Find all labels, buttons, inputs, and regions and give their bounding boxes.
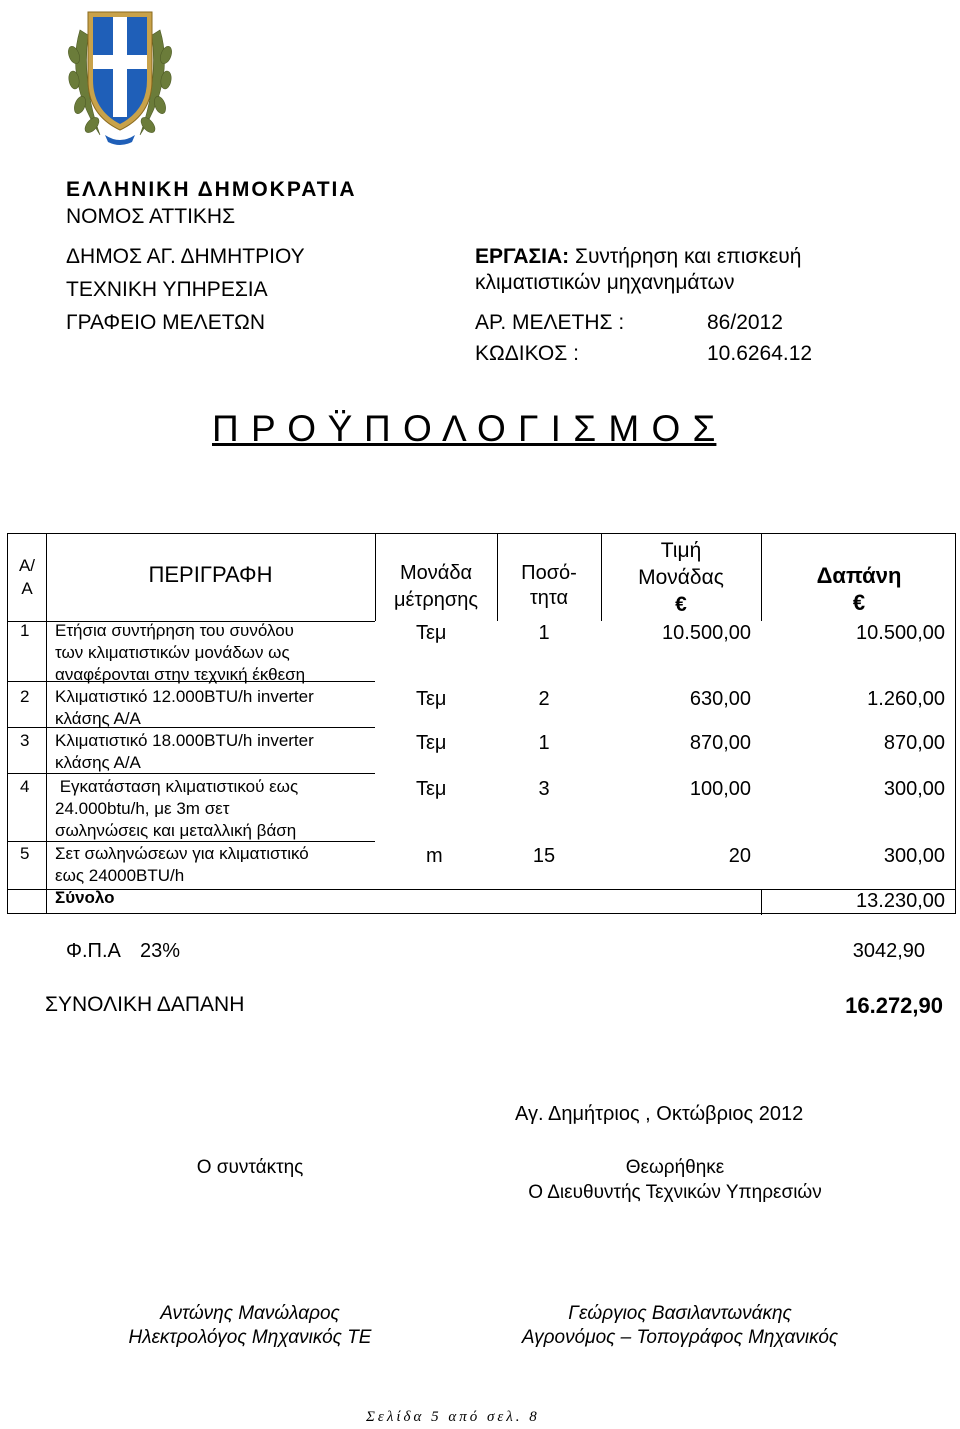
table-divider [46, 534, 47, 913]
col-header-aa: Α/ Α [18, 556, 36, 598]
work-line2: κλιματιστικών μηχανημάτων [475, 271, 735, 294]
author-title: Ηλεκτρολόγος Μηχανικός ΤΕ [128, 1327, 372, 1348]
row-number: 3 [20, 731, 30, 750]
studies-office-heading: ΓΡΑΦΕΙΟ ΜΕΛΕΤΩΝ [66, 311, 266, 334]
grand-total-label: ΣΥΝΟΛΙΚΗ ΔΑΠΑΝΗ [45, 993, 245, 1016]
col-header-description: ΠΕΡΙΓΡΑΦΗ [148, 562, 273, 587]
row-description: Εγκατάσταση κλιματιστικού εως 24.000btu/h, με 3m σετ σωληνώσεις και μεταλλική βάση [55, 777, 299, 840]
author-name: Αντώνης Μανώλαρος [160, 1303, 340, 1324]
row-number: 4 [20, 777, 30, 796]
row-unit: Τεμ [416, 778, 447, 800]
col-header-quantity: Ποσό- τητα [521, 562, 577, 609]
col-header-unit-price: Τιμή Μονάδας € [638, 539, 724, 616]
row-unit-price: 20 [728, 845, 751, 867]
director-role: Ο Διευθυντής Τεχνικών Υπηρεσιών [528, 1182, 822, 1203]
page-number: Σελίδα 5 από σελ. 8 [366, 1409, 540, 1425]
republic-heading: ΕΛΛΗΝΙΚΗ ΔΗΜΟΚΡΑΤΙΑ [66, 178, 357, 201]
technical-service-heading: ΤΕΧΝΙΚΗ ΥΠΗΡΕΣΙΑ [66, 278, 268, 301]
row-total: 300,00 [883, 778, 945, 800]
row-unit: Τεμ [416, 732, 447, 754]
row-total: 870,00 [883, 732, 945, 754]
director-name: Γεώργιος Βασιλαντωνάκης [568, 1303, 792, 1324]
hellenic-coat-of-arms-emblem [60, 0, 180, 150]
code-label: ΚΩΔΙΚΟΣ : [475, 342, 579, 365]
row-number: 2 [20, 687, 30, 706]
prefecture-heading: ΝΟΜΟΣ ΑΤΤΙΚΗΣ [66, 205, 236, 228]
study-number-label: ΑΡ. ΜΕΛΕΤΗΣ : [475, 311, 625, 334]
row-total: 10.500,00 [856, 622, 945, 644]
sum-label: Σύνολο [55, 888, 115, 907]
grand-total-value: 16.272,90 [845, 993, 943, 1018]
table-divider [761, 889, 762, 915]
row-unit-price: 10.500,00 [662, 622, 751, 644]
approved-label: Θεωρήθηκε [625, 1157, 725, 1178]
row-unit: Τεμ [416, 688, 447, 710]
vat-rate: 23% [140, 940, 181, 962]
vat-label: Φ.Π.Α [66, 940, 121, 962]
study-number-value: 86/2012 [707, 311, 783, 334]
col-header-unit: Μονάδα μέτρησης [394, 562, 478, 611]
row-quantity: 15 [532, 845, 556, 867]
row-description: Σετ σωληνώσεων για κλιματιστικό εως 24000BTU/h [55, 844, 309, 885]
vat-value: 3042,90 [852, 940, 925, 962]
row-unit-price: 100,00 [689, 778, 751, 800]
row-description: Κλιματιστικό 18.000BTU/h inverter κλάσης Α/Α [55, 731, 314, 772]
row-number: 5 [20, 844, 30, 863]
work-label: ΕΡΓΑΣΙΑ: [475, 245, 570, 268]
sum-value: 13.230,00 [856, 890, 945, 912]
municipality-heading: ΔΗΜΟΣ ΑΓ. ΔΗΜΗΤΡΙΟΥ [66, 245, 305, 268]
row-quantity: 3 [538, 778, 550, 800]
budget-table [7, 533, 956, 914]
row-unit-price: 630,00 [689, 688, 751, 710]
work-description [475, 245, 801, 269]
row-quantity: 1 [538, 622, 550, 644]
author-role: Ο συντάκτης [196, 1157, 304, 1178]
work-line1: Συντήρηση και επισκευή [574, 245, 802, 268]
document-title: Π Ρ Ο Ϋ Π Ο Λ Ο Γ Ι Σ Μ Ο Σ [212, 408, 717, 449]
row-unit: Τεμ [416, 622, 447, 644]
row-description: Κλιματιστικό 12.000BTU/h inverter κλάσης Α/Α [55, 687, 314, 728]
row-number: 1 [20, 621, 30, 640]
row-total: 1.260,00 [867, 688, 945, 710]
director-title: Αγρονόμος – Τοπογράφος Μηχανικός [521, 1327, 839, 1348]
row-unit: m [426, 845, 443, 867]
row-total: 300,00 [883, 845, 945, 867]
code-value: 10.6264.12 [707, 342, 813, 365]
row-description: Ετήσια συντήρηση του συνόλου των κλιματιστικών μονάδων ως αναφέρονται στην τεχνική έκθεση [55, 621, 306, 684]
col-header-cost: Δαπάνη € [816, 563, 902, 615]
place-date: Αγ. Δημήτριος , Οκτώβριος 2012 [515, 1103, 804, 1125]
row-quantity: 1 [538, 732, 550, 754]
row-quantity: 2 [538, 688, 550, 710]
row-unit-price: 870,00 [689, 732, 751, 754]
